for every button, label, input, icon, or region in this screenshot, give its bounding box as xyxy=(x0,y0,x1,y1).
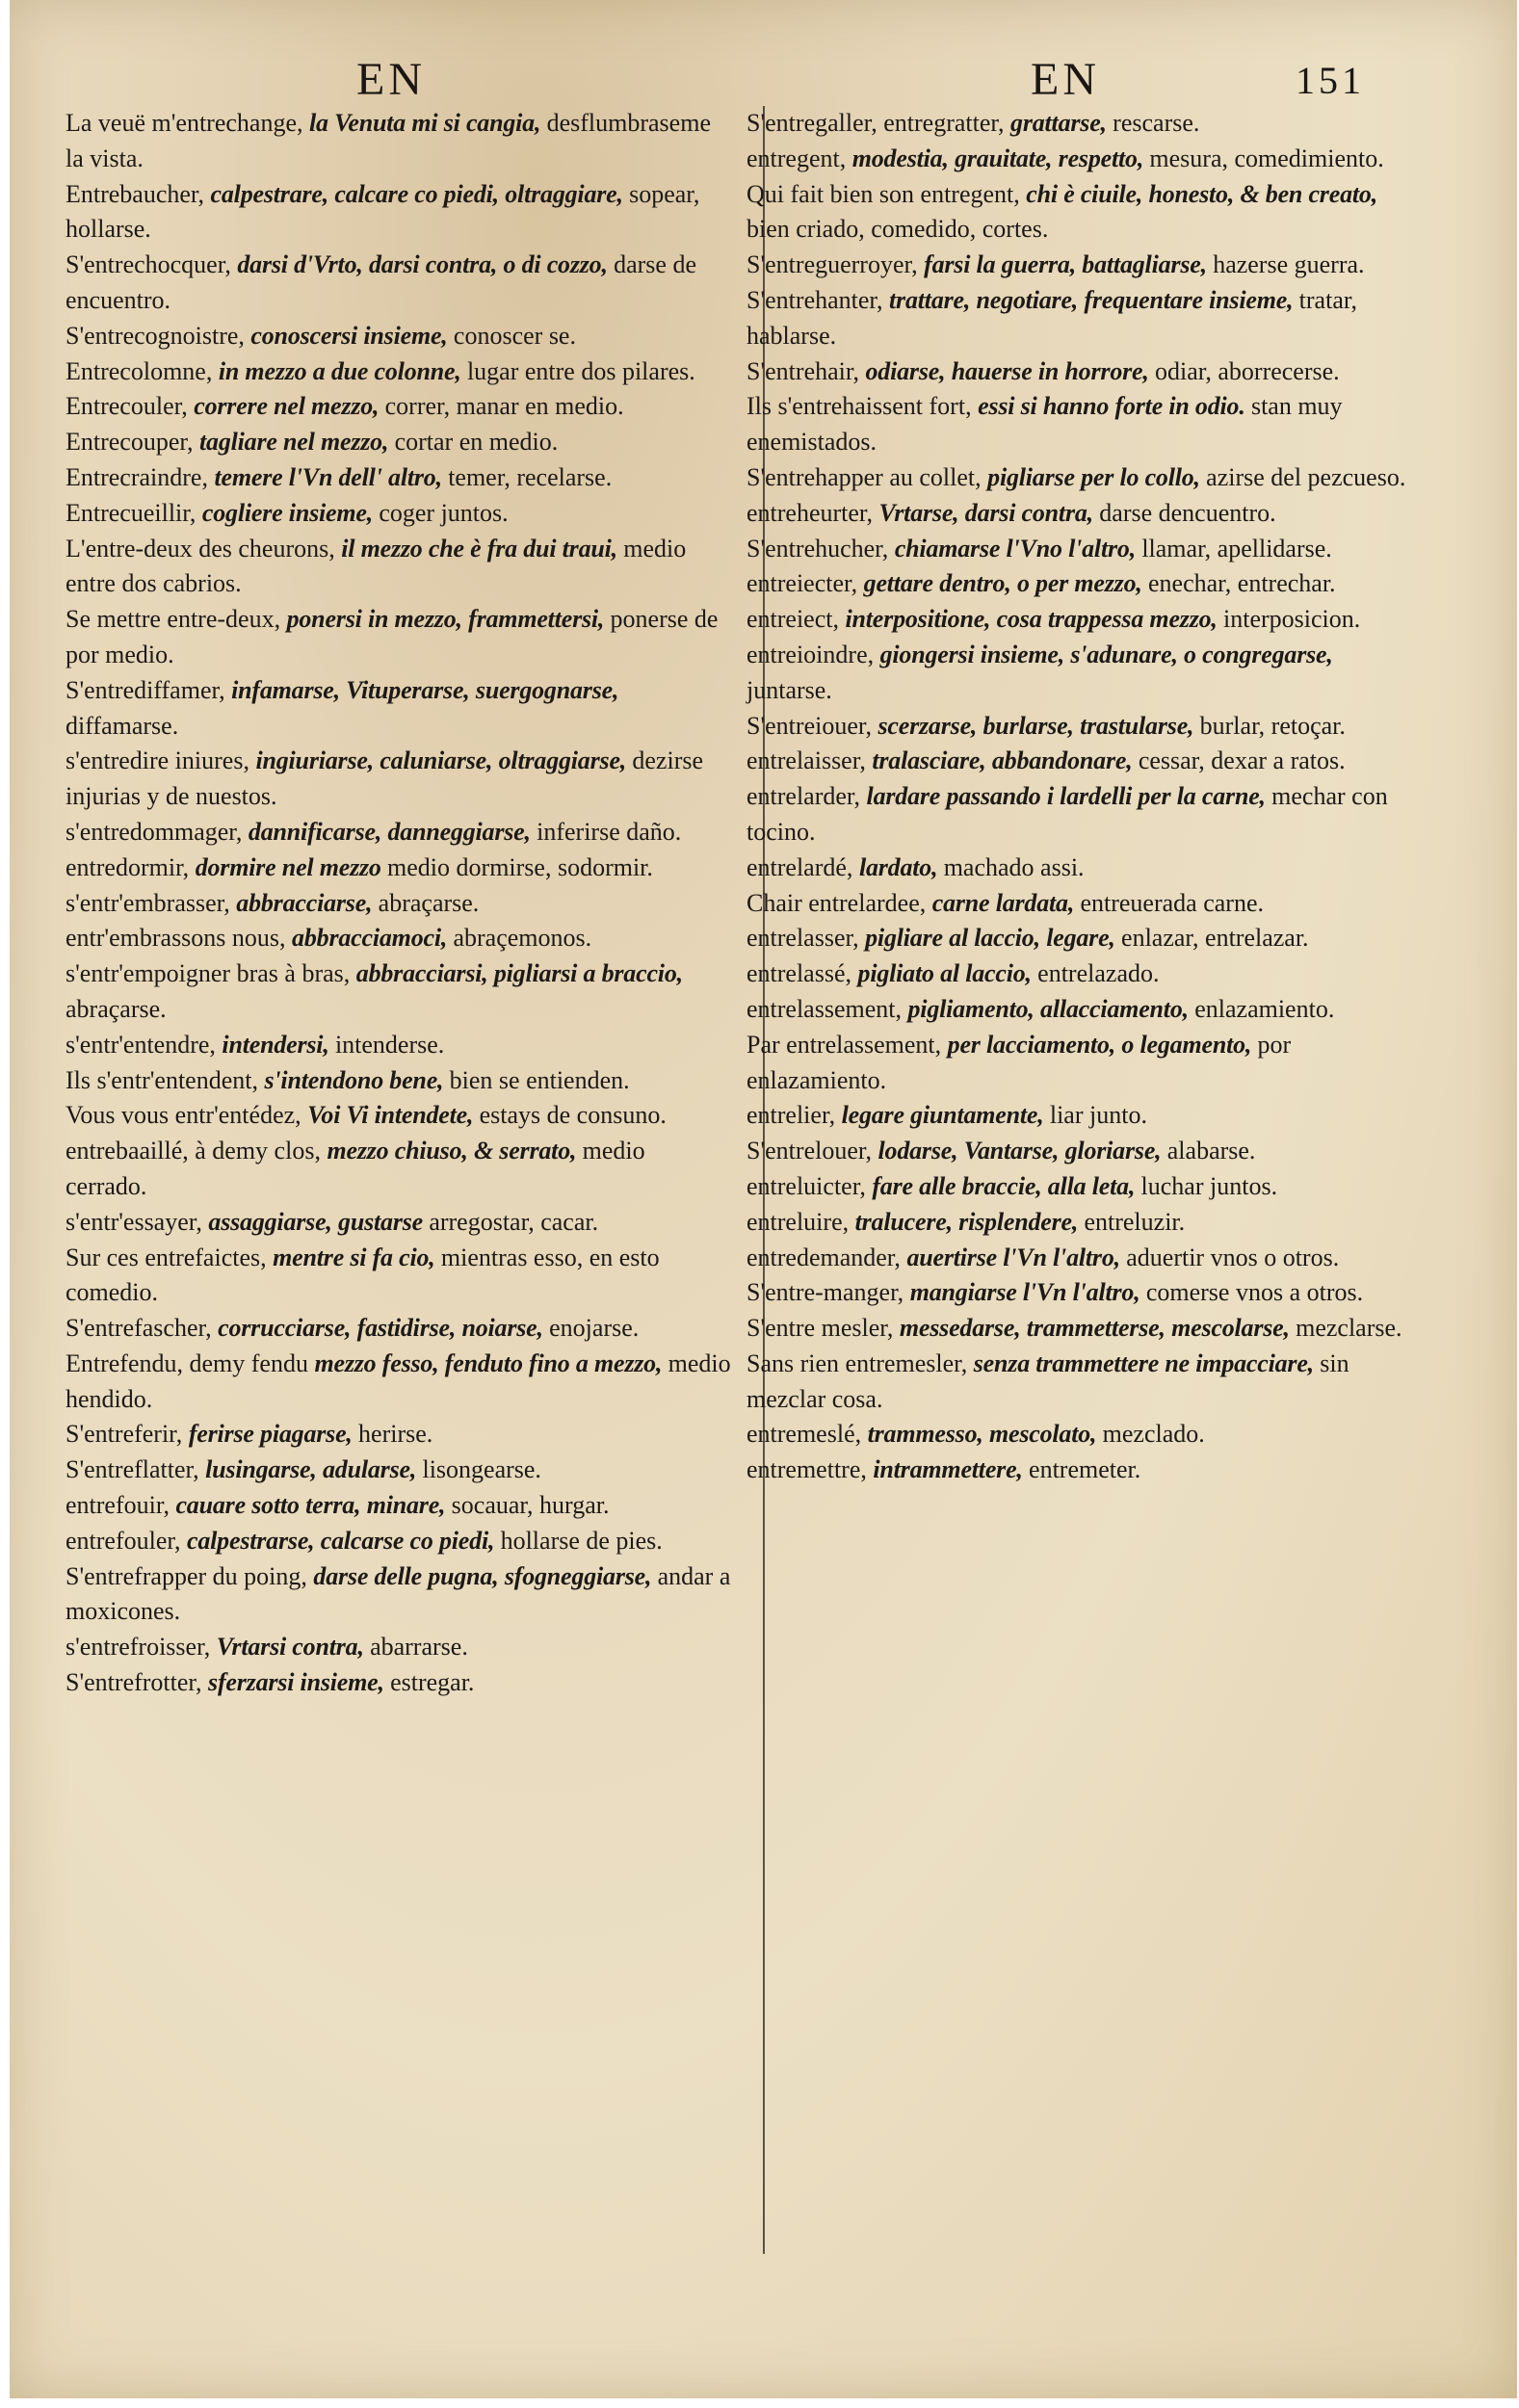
italian-gloss: interpositione, cosa trappessa mezzo, xyxy=(845,605,1224,634)
right-column xyxy=(746,106,1421,1488)
italian-gloss: intendersi, xyxy=(222,1030,335,1059)
dictionary-entry xyxy=(746,1417,1421,1453)
italian-gloss: senza trammettere ne impacciare, xyxy=(973,1348,1321,1377)
dictionary-entry xyxy=(65,319,732,354)
italian-gloss: corrucciarse, fastidirse, noiarse, xyxy=(218,1314,550,1343)
italian-gloss: modestia, grauitate, respetto, xyxy=(851,144,1150,172)
spanish-gloss: conoscer se. xyxy=(453,321,576,350)
headword: entreioindre, xyxy=(746,640,880,668)
italian-gloss: odiarse, hauerse in horrore, xyxy=(865,356,1155,385)
italian-gloss: pigliarse per lo collo, xyxy=(987,462,1207,491)
headword: entrelassement, xyxy=(746,994,908,1023)
dictionary-entry xyxy=(65,106,732,177)
italian-gloss: pigliamento, allacciamento, xyxy=(907,994,1195,1023)
headword: Entrecueillir, xyxy=(65,498,202,527)
italian-gloss: mezzo fesso, fenduto fino a mezzo, xyxy=(314,1348,668,1377)
dictionary-entry xyxy=(746,532,1421,567)
headword: Sur ces entrefaictes, xyxy=(65,1243,274,1271)
dictionary-entry xyxy=(65,1063,732,1099)
headword: entregent, xyxy=(746,144,852,172)
spanish-gloss: machado assi. xyxy=(943,852,1085,881)
dictionary-entry xyxy=(746,142,1421,177)
italian-gloss: tralucere, risplendere, xyxy=(854,1207,1085,1236)
headword: entremettre, xyxy=(746,1455,874,1484)
italian-gloss: temere l'Vn dell' altro, xyxy=(214,462,449,491)
italian-gloss: auertirse l'Vn l'altro, xyxy=(906,1243,1127,1271)
headword: entrelier, xyxy=(746,1101,842,1130)
spanish-gloss: enechar, entrechar. xyxy=(1148,569,1336,598)
dictionary-entry xyxy=(65,496,732,532)
dictionary-entry xyxy=(746,779,1421,851)
headword: S'entrehapper au collet, xyxy=(746,462,988,491)
headword: entreluire, xyxy=(746,1207,855,1236)
dictionary-entry xyxy=(65,1241,732,1312)
headword: S'entrehucher, xyxy=(746,534,895,563)
spanish-gloss: liar junto. xyxy=(1049,1101,1147,1130)
headword: S'entreflatter, xyxy=(65,1455,206,1484)
spanish-gloss: inferirse daño. xyxy=(537,817,682,846)
italian-gloss: tralasciare, abbandonare, xyxy=(872,746,1139,775)
italian-gloss: fare alle braccie, alla leta, xyxy=(872,1171,1141,1200)
headword: S'entrefascher, xyxy=(65,1314,219,1343)
dictionary-entry xyxy=(746,1347,1421,1418)
dictionary-entry xyxy=(746,602,1421,638)
spanish-gloss: medio dormirse, sodormir. xyxy=(387,852,653,881)
headword: entrebaaillé, à demy clos, xyxy=(65,1137,327,1165)
italian-gloss: s'intendono bene, xyxy=(264,1065,450,1094)
spanish-gloss: abraçarse. xyxy=(65,994,167,1023)
headword: S'entrehair, xyxy=(746,356,866,385)
spanish-gloss: burlar, retoçar. xyxy=(1199,711,1346,740)
spanish-gloss: entremeter. xyxy=(1029,1455,1141,1484)
dictionary-entry xyxy=(65,673,732,745)
italian-gloss: in mezzo a due colonne, xyxy=(218,356,467,385)
spanish-gloss: aduertir vnos o otros. xyxy=(1126,1243,1340,1271)
spanish-gloss: darse de encuentro. xyxy=(65,250,696,314)
headword: L'entre-deux des cheurons, xyxy=(65,534,342,563)
italian-gloss: mentre si fa cio, xyxy=(273,1243,441,1271)
spanish-gloss: estregar. xyxy=(390,1668,475,1697)
dictionary-entry xyxy=(746,106,1421,142)
headword: S'entreferir, xyxy=(65,1420,189,1449)
spanish-gloss: enlazar, entrelazar. xyxy=(1121,924,1309,953)
dictionary-entry xyxy=(746,1241,1421,1276)
headword: Qui fait bien son entregent, xyxy=(746,179,1027,208)
italian-gloss: darsi d'Vrto, darsi contra, o di cozzo, xyxy=(237,250,615,279)
dictionary-entry xyxy=(65,1665,732,1701)
dictionary-entry xyxy=(65,1630,732,1665)
headword: entredemander, xyxy=(746,1243,907,1271)
spanish-gloss: mesura, comedimiento. xyxy=(1149,144,1384,172)
spanish-gloss: llamar, apellidarse. xyxy=(1141,534,1332,563)
italian-gloss: trattare, negotiare, frequentare insieme, xyxy=(889,285,1299,314)
spanish-gloss: mezclado. xyxy=(1102,1420,1205,1449)
spanish-gloss: dezirse injurias y de nuestos. xyxy=(65,746,704,811)
spanish-gloss: abarrarse. xyxy=(370,1633,468,1662)
dictionary-entry xyxy=(746,1134,1421,1169)
italian-gloss: messedarse, trammetterse, mescolarse, xyxy=(899,1314,1296,1343)
spanish-gloss: abraçarse. xyxy=(378,888,480,917)
italian-gloss: giongersi insieme, s'adunare, o congregarse, xyxy=(879,640,1333,668)
headword: Entrecouper, xyxy=(65,428,200,457)
dictionary-entry xyxy=(746,389,1421,460)
dictionary-entry xyxy=(65,425,732,460)
dictionary-entry xyxy=(65,1205,732,1241)
headword: S'entre mesler, xyxy=(746,1314,900,1343)
spanish-gloss: interposicion. xyxy=(1223,605,1361,634)
headword: entredormir, xyxy=(65,852,196,881)
dictionary-entry xyxy=(65,1311,732,1347)
italian-gloss: farsi la guerra, battagliarse, xyxy=(924,250,1214,279)
headword: S'entrelouer, xyxy=(746,1137,878,1165)
dictionary-entry xyxy=(65,532,732,603)
headword: entrelarder, xyxy=(746,782,867,811)
dictionary-entry xyxy=(746,709,1421,745)
spanish-gloss: diffamarse. xyxy=(65,711,179,740)
headword: Sans rien entremesler, xyxy=(746,1348,974,1377)
spanish-gloss: cessar, dexar a ratos. xyxy=(1138,746,1346,775)
spanish-gloss: lugar entre dos pilares. xyxy=(466,356,695,385)
spanish-gloss: correr, manar en medio. xyxy=(384,392,624,421)
italian-gloss: dannificarse, danneggiarse, xyxy=(248,817,537,846)
dictionary-entry xyxy=(65,1098,732,1134)
dictionary-entry xyxy=(746,1311,1421,1347)
italian-gloss: darse delle pugna, sfogneggiarse, xyxy=(313,1561,658,1590)
italian-gloss: calpestrarse, calcarse co piedi, xyxy=(187,1526,501,1555)
headword: S'entreiouer, xyxy=(746,711,878,740)
dictionary-entry xyxy=(65,815,732,851)
headword: s'entr'entendre, xyxy=(65,1030,223,1059)
italian-gloss: mezzo chiuso, & serrato, xyxy=(327,1137,583,1165)
spanish-gloss: abraçemonos. xyxy=(453,924,592,953)
dictionary-entry xyxy=(746,1453,1421,1488)
dictionary-entry xyxy=(65,1453,732,1488)
headword: S'entrefrapper du poing, xyxy=(65,1561,314,1590)
headword: S'entrediffamer, xyxy=(65,675,232,704)
dictionary-entry xyxy=(746,992,1421,1028)
running-header-left: EN xyxy=(356,54,426,105)
headword: entreiecter, xyxy=(746,569,864,598)
dictionary-entry xyxy=(65,1347,732,1418)
running-header-right: EN xyxy=(1031,54,1100,105)
italian-gloss: ingiuriarse, caluniarse, oltraggiarse, xyxy=(255,746,633,775)
spanish-gloss: ponerse de por medio. xyxy=(65,605,719,668)
italian-gloss: abbracciarsi, pigliarsi a braccio, xyxy=(355,959,683,988)
headword: S'entrechocquer, xyxy=(65,250,238,279)
spanish-gloss: entreluzir. xyxy=(1084,1207,1186,1236)
dictionary-entry xyxy=(746,1275,1421,1311)
spanish-gloss: stan muy enemistados. xyxy=(746,392,1343,457)
dictionary-entry xyxy=(746,851,1421,886)
dictionary-entry xyxy=(746,177,1421,249)
headword: Entrebaucher, xyxy=(65,179,211,208)
italian-gloss: pigliato al laccio, xyxy=(857,959,1038,988)
italian-gloss: cauare sotto terra, minare, xyxy=(175,1491,452,1520)
dictionary-entry xyxy=(746,248,1421,283)
spanish-gloss: sopear, hollarse. xyxy=(65,179,700,244)
headword: S'entre-manger, xyxy=(746,1278,910,1307)
italian-gloss: Vrtarse, darsi contra, xyxy=(878,498,1100,527)
spanish-gloss: enlazamiento. xyxy=(1194,994,1335,1023)
dictionary-entry xyxy=(65,886,732,922)
dictionary-entry xyxy=(65,460,732,496)
headword: Ils s'entr'entendent, xyxy=(65,1065,265,1094)
page-number: 151 xyxy=(1296,59,1365,102)
italian-gloss: trammesso, mescolato, xyxy=(867,1420,1103,1449)
italian-gloss: correre nel mezzo, xyxy=(194,392,385,421)
spanish-gloss: sin mezclar cosa. xyxy=(746,1348,1349,1413)
italian-gloss: tagliare nel mezzo, xyxy=(199,428,395,457)
headword: s'entrefroisser, xyxy=(65,1633,217,1662)
spanish-gloss: herirse. xyxy=(358,1420,433,1449)
spanish-gloss: alabarse. xyxy=(1166,1137,1256,1165)
dictionary-entry xyxy=(746,460,1421,496)
headword: Entrecraindre, xyxy=(65,462,215,491)
italian-gloss: scerzarse, burlarse, trastularse, xyxy=(877,711,1200,740)
spanish-gloss: desflumbraseme la vista. xyxy=(65,109,711,172)
headword: Par entrelassement, xyxy=(746,1030,948,1059)
italian-gloss: cogliere insieme, xyxy=(201,498,380,527)
dictionary-page xyxy=(10,0,1517,2398)
italian-gloss: assaggiarse, gustarse xyxy=(208,1207,430,1236)
dictionary-entry xyxy=(746,1205,1421,1241)
italian-gloss: conoscersi insieme, xyxy=(250,321,454,350)
headword: entrelardé, xyxy=(746,852,859,881)
headword: s'entredire iniures, xyxy=(65,746,256,775)
italian-gloss: la Venuta mi si cangia, xyxy=(309,109,547,137)
headword: S'entregaller, entregratter, xyxy=(746,109,1011,137)
dictionary-entry xyxy=(746,1098,1421,1134)
dictionary-entry xyxy=(746,354,1421,390)
headword: Entrecolomne, xyxy=(65,356,219,385)
spanish-gloss: luchar juntos. xyxy=(1140,1171,1278,1200)
dictionary-entry xyxy=(65,1417,732,1453)
spanish-gloss: arregostar, cacar. xyxy=(429,1207,599,1236)
italian-gloss: chiamarse l'Vno l'altro, xyxy=(894,534,1142,563)
italian-gloss: lodarse, Vantarse, gloriarse, xyxy=(877,1137,1167,1165)
dictionary-entry xyxy=(65,851,732,886)
headword: s'entr'empoigner bras à bras, xyxy=(65,959,356,988)
headword: S'entrecognoistre, xyxy=(65,321,251,350)
italian-gloss: sferzarsi insieme, xyxy=(208,1668,391,1697)
italian-gloss: Vrtarsi contra, xyxy=(216,1633,371,1662)
italian-gloss: dormire nel mezzo xyxy=(195,852,388,881)
italian-gloss: ferirse piagarse, xyxy=(188,1420,359,1449)
spanish-gloss: medio cerrado. xyxy=(65,1137,645,1200)
dictionary-entry xyxy=(746,1169,1421,1205)
spanish-gloss: coger juntos. xyxy=(379,498,509,527)
italian-gloss: pigliare al laccio, legare, xyxy=(865,924,1122,953)
headword: entrelaisser, xyxy=(746,746,873,775)
dictionary-entry xyxy=(65,744,732,815)
spanish-gloss: enojarse. xyxy=(549,1314,640,1343)
italian-gloss: lardato, xyxy=(858,852,944,881)
spanish-gloss: mientras esso, en esto comedio. xyxy=(65,1243,660,1307)
italian-gloss: ponersi in mezzo, frammettersi, xyxy=(286,605,611,634)
italian-gloss: carne lardata, xyxy=(931,888,1081,917)
dictionary-entry xyxy=(65,1134,732,1205)
dictionary-entry xyxy=(746,638,1421,709)
italian-gloss: mangiarse l'Vn l'altro, xyxy=(909,1278,1146,1307)
headword: S'entrefrotter, xyxy=(65,1668,209,1697)
spanish-gloss: tratar, hablarse. xyxy=(746,285,1357,350)
italian-gloss: lardare passando i lardelli per la carne, xyxy=(866,782,1272,811)
italian-gloss: Voi Vi intendete, xyxy=(307,1101,480,1130)
dictionary-entry xyxy=(65,1524,732,1559)
italian-gloss: lusingarse, adularse, xyxy=(205,1455,423,1484)
spanish-gloss: intenderse. xyxy=(334,1030,445,1059)
headword: entrelassé, xyxy=(746,959,858,988)
headword: S'entreguerroyer, xyxy=(746,250,925,279)
spanish-gloss: bien se entienden. xyxy=(449,1065,630,1094)
dictionary-entry xyxy=(746,744,1421,779)
italian-gloss: abbracciarse, xyxy=(236,888,379,917)
headword: entrelasser, xyxy=(746,924,866,953)
spanish-gloss: medio entre dos cabrios. xyxy=(65,534,687,598)
spanish-gloss: estays de consuno. xyxy=(479,1101,667,1130)
italian-gloss: il mezzo che è fra dui traui, xyxy=(341,534,624,563)
headword: entreiect, xyxy=(746,605,846,634)
spanish-gloss: mezclarse. xyxy=(1296,1314,1402,1343)
headword: La veuë m'entrechange, xyxy=(65,109,309,137)
italian-gloss: per lacciamento, o legamento, xyxy=(947,1030,1258,1059)
italian-gloss: intrammettere, xyxy=(873,1455,1030,1484)
italian-gloss: grattarse, xyxy=(1010,109,1113,137)
spanish-gloss: entreuerada carne. xyxy=(1080,888,1264,917)
headword: entreheurter, xyxy=(746,498,879,527)
headword: entrefouler, xyxy=(65,1526,188,1555)
dictionary-entry xyxy=(746,921,1421,956)
dictionary-entry xyxy=(65,354,732,390)
headword: Entrefendu, demy fendu xyxy=(65,1348,315,1377)
spanish-gloss: socauar, hurgar. xyxy=(451,1491,610,1520)
dictionary-entry xyxy=(746,956,1421,992)
headword: entremeslé, xyxy=(746,1420,868,1449)
spanish-gloss: juntarse. xyxy=(746,675,832,704)
spanish-gloss: azirse del pezcueso. xyxy=(1206,462,1406,491)
headword: Se mettre entre-deux, xyxy=(65,605,287,634)
dictionary-entry xyxy=(746,283,1421,354)
dictionary-entry xyxy=(65,602,732,673)
headword: s'entredommager, xyxy=(65,817,249,846)
dictionary-entry xyxy=(65,1028,732,1063)
italian-gloss: essi si hanno forte in odio. xyxy=(978,392,1251,421)
italian-gloss: infamarse, Vituperarse, suergognarse, xyxy=(231,675,619,704)
spanish-gloss: comerse vnos a otros. xyxy=(1145,1278,1364,1307)
headword: s'entr'embrasser, xyxy=(65,888,237,917)
italian-gloss: gettare dentro, o per mezzo, xyxy=(863,569,1149,598)
headword: s'entr'essayer, xyxy=(65,1207,209,1236)
spanish-gloss: mechar con tocino. xyxy=(746,782,1388,846)
spanish-gloss: entrelazado. xyxy=(1037,959,1160,988)
italian-gloss: abbracciamoci, xyxy=(292,924,454,953)
spanish-gloss: rescarse. xyxy=(1113,109,1200,137)
dictionary-entry xyxy=(746,566,1421,602)
headword: entr'embrassons nous, xyxy=(65,924,293,953)
italian-gloss: calpestrare, calcare co piedi, oltraggiare, xyxy=(210,179,630,208)
spanish-gloss: lisongearse. xyxy=(422,1455,541,1484)
spanish-gloss: andar a moxicones. xyxy=(65,1561,731,1626)
dictionary-entry xyxy=(746,1028,1421,1099)
dictionary-entry xyxy=(65,389,732,425)
italian-gloss: chi è ciuile, honesto, & ben creato, xyxy=(1026,179,1377,208)
headword: entrefouir, xyxy=(65,1491,176,1520)
spanish-gloss: por enlazamiento. xyxy=(746,1030,1292,1094)
left-column xyxy=(65,106,732,1701)
dictionary-entry xyxy=(746,886,1421,922)
dictionary-entry xyxy=(65,956,732,1028)
italian-gloss: legare giuntamente, xyxy=(841,1101,1050,1130)
headword: Entrecouler, xyxy=(65,392,195,421)
dictionary-entry xyxy=(65,177,732,249)
spanish-gloss: temer, recelarse. xyxy=(448,462,613,491)
headword: S'entrehanter, xyxy=(746,285,890,314)
spanish-gloss: odiar, aborrecerse. xyxy=(1154,356,1340,385)
spanish-gloss: cortar en medio. xyxy=(394,428,559,457)
headword: Ils s'entrehaissent fort, xyxy=(746,392,979,421)
dictionary-entry xyxy=(65,1559,732,1631)
dictionary-entry xyxy=(65,921,732,956)
dictionary-entry xyxy=(65,248,732,319)
spanish-gloss: darse dencuentro. xyxy=(1099,498,1276,527)
spanish-gloss: hazerse guerra. xyxy=(1213,250,1365,279)
headword: Chair entrelardee, xyxy=(746,888,932,917)
dictionary-entry xyxy=(65,1488,732,1524)
dictionary-entry xyxy=(746,496,1421,532)
headword: Vous vous entr'entédez, xyxy=(65,1101,308,1130)
spanish-gloss: bien criado, comedido, cortes. xyxy=(746,215,1049,244)
headword: entreluicter, xyxy=(746,1171,873,1200)
spanish-gloss: hollarse de pies. xyxy=(500,1526,663,1555)
spanish-gloss: medio hendido. xyxy=(65,1348,731,1413)
